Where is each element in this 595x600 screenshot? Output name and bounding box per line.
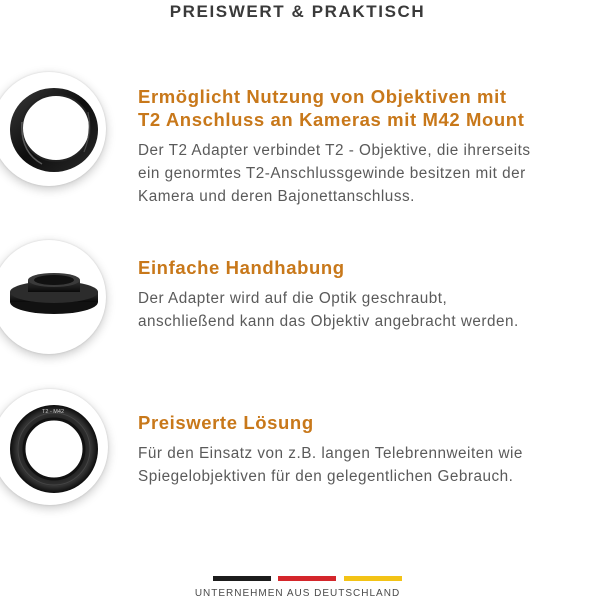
feature-heading: Ermöglicht Nutzung von Objektiven mit T2 Anschluss an Kameras mit M42 Mount [138, 86, 525, 130]
adapter-front-icon [0, 389, 108, 505]
footer-label: UNTERNEHMEN AUS DEUTSCHLAND [194, 588, 401, 599]
flag-stripe-black [213, 576, 271, 581]
feature-heading: Einfache Handhabung [138, 257, 345, 278]
feature-easy-handling [0, 228, 595, 358]
feature-description: Für den Einsatz von z.B. langen Telebrennweiten wie Spiegelobjektiven für den gelegentlichen Gebrauch. [138, 445, 523, 485]
feature-description: Der Adapter wird auf die Optik geschraubt, anschließend kann das Objektiv angebracht werden. [138, 290, 519, 330]
feature-heading: Preiswerte Lösung [138, 412, 314, 433]
german-flag-stripes [213, 576, 402, 581]
feature-affordable-solution [0, 385, 595, 515]
feature-t2-compatibility [0, 62, 595, 212]
adapter-flat-side-icon [0, 240, 106, 354]
page-title: PREISWERT & PRAKTISCH [169, 2, 426, 21]
adapter-ring-icon [0, 72, 106, 186]
feature-description: Der T2 Adapter verbindet T2 - Objektive, die ihrerseits ein genormtes T2-Anschlussgewinde besitzen mit der Kamera und deren Bajonettanschluss. [138, 142, 531, 205]
flag-stripe-gold [344, 576, 402, 581]
flag-stripe-red [278, 576, 336, 581]
svg-text:T2 - M42: T2 - M42 [42, 409, 65, 415]
